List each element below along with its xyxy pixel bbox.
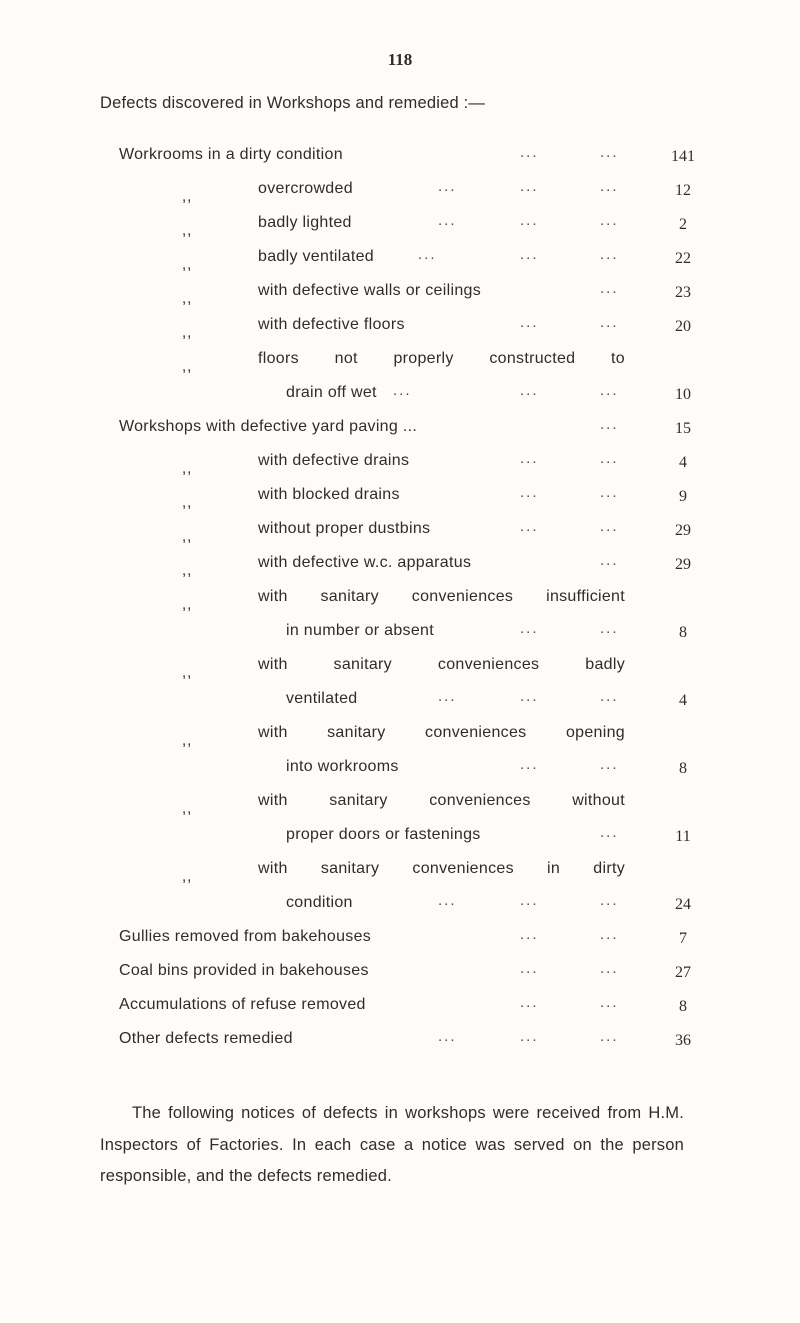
ditto-mark: ,, — [182, 494, 193, 511]
dot-leader: ... — [600, 484, 619, 501]
ditto-mark: ,, — [182, 256, 193, 273]
dot-leader: ... — [600, 688, 619, 705]
item-label: Accumulations of refuse removed — [119, 996, 366, 1013]
item-label-continued: condition — [286, 894, 353, 911]
dot-leader: ... — [600, 892, 619, 909]
item-label: Workshops with defective yard paving ... — [119, 418, 418, 435]
dot-leader: ... — [600, 960, 619, 977]
dot-leader: ... — [600, 620, 619, 637]
item-label: floors not properly constructed to — [258, 350, 625, 367]
item-label-continued: proper doors or fastenings — [286, 826, 481, 843]
item-count: 27 — [675, 964, 691, 981]
item-count: 11 — [675, 828, 691, 845]
item-label: Coal bins provided in bakehouses — [119, 962, 369, 979]
dot-leader: ... — [520, 178, 539, 195]
ditto-mark: ,, — [182, 664, 193, 681]
dot-leader: ... — [600, 994, 619, 1011]
dot-leader: ... — [520, 314, 539, 331]
dot-leader: ... — [520, 518, 539, 535]
dot-leader: ... — [600, 280, 619, 297]
item-count: 36 — [675, 1032, 691, 1049]
item-label: with defective walls or ceilings — [258, 282, 482, 299]
dot-leader: ... — [520, 484, 539, 501]
dot-leader: ... — [600, 552, 619, 569]
item-count: 4 — [679, 454, 687, 471]
dot-leader: ... — [520, 620, 539, 637]
page-number: 118 — [387, 50, 413, 69]
dot-leader: ... — [520, 382, 539, 399]
dot-leader: ... — [600, 382, 619, 399]
dot-leader: ... — [418, 246, 437, 263]
item-count: 22 — [675, 250, 691, 267]
dot-leader: ... — [600, 178, 619, 195]
ditto-mark: ,, — [182, 528, 193, 545]
dot-leader: ... — [520, 892, 539, 909]
dot-leader: ... — [600, 926, 619, 943]
item-label: with defective floors — [258, 316, 405, 333]
item-count: 15 — [675, 420, 691, 437]
section-heading: Defects discovered in Workshops and remedied :— — [100, 94, 486, 112]
ditto-mark: ,, — [182, 460, 193, 477]
dot-leader: ... — [520, 1028, 539, 1045]
dot-leader: ... — [600, 1028, 619, 1045]
item-label: Gullies removed from bakehouses — [119, 928, 372, 945]
ditto-mark: ,, — [182, 732, 193, 749]
item-count: 2 — [679, 216, 687, 233]
dot-leader: ... — [438, 892, 457, 909]
item-label: overcrowded — [258, 180, 353, 197]
dot-leader: ... — [438, 1028, 457, 1045]
item-count: 7 — [679, 930, 687, 947]
item-label: with defective w.c. apparatus — [258, 554, 472, 571]
dot-leader: ... — [438, 212, 457, 229]
item-count: 8 — [679, 998, 687, 1015]
item-count: 12 — [675, 182, 691, 199]
item-label: badly lighted — [258, 214, 352, 231]
ditto-mark: ,, — [182, 596, 193, 613]
item-label: with sanitary conveniences in dirty — [258, 860, 625, 877]
dot-leader: ... — [393, 382, 412, 399]
item-count: 4 — [679, 692, 687, 709]
dot-leader: ... — [520, 756, 539, 773]
item-label: with sanitary conveniences without — [258, 792, 625, 809]
item-label: with sanitary conveniences insufficient — [258, 588, 625, 605]
item-label: Other defects remedied — [119, 1030, 293, 1047]
item-label-continued: into workrooms — [286, 758, 399, 775]
item-count: 23 — [675, 284, 691, 301]
item-label: with blocked drains — [258, 486, 400, 503]
dot-leader: ... — [600, 756, 619, 773]
dot-leader: ... — [600, 246, 619, 263]
dot-leader: ... — [600, 144, 619, 161]
item-count: 24 — [675, 896, 691, 913]
ditto-mark: ,, — [182, 324, 193, 341]
item-count: 29 — [675, 522, 691, 539]
dot-leader: ... — [520, 246, 539, 263]
item-label-continued: ventilated — [286, 690, 358, 707]
item-count: 9 — [679, 488, 687, 505]
dot-leader: ... — [600, 450, 619, 467]
item-label: Workrooms in a dirty condition — [119, 146, 343, 163]
ditto-mark: ,, — [182, 800, 193, 817]
item-label-continued: drain off wet — [286, 384, 377, 401]
dot-leader: ... — [600, 518, 619, 535]
item-label: without proper dustbins — [258, 520, 431, 537]
dot-leader: ... — [520, 144, 539, 161]
ditto-mark: ,, — [182, 868, 193, 885]
dot-leader: ... — [438, 688, 457, 705]
dot-leader: ... — [520, 212, 539, 229]
ditto-mark: ,, — [182, 562, 193, 579]
item-label: with sanitary conveniences badly — [258, 656, 625, 673]
item-count: 141 — [671, 148, 695, 165]
item-count: 8 — [679, 760, 687, 777]
dot-leader: ... — [520, 450, 539, 467]
dot-leader: ... — [520, 926, 539, 943]
dot-leader: ... — [600, 212, 619, 229]
dot-leader: ... — [600, 416, 619, 433]
ditto-mark: ,, — [182, 358, 193, 375]
item-count: 29 — [675, 556, 691, 573]
dot-leader: ... — [600, 314, 619, 331]
item-label-continued: in number or absent — [286, 622, 435, 639]
item-count: 20 — [675, 318, 691, 335]
item-count: 10 — [675, 386, 691, 403]
item-count: 8 — [679, 624, 687, 641]
ditto-mark: ,, — [182, 222, 193, 239]
dot-leader: ... — [600, 824, 619, 841]
notice-paragraph: The following notices of defects in workshops were received from H.M. Inspectors of Factories. In each case a notice was served on the person responsible, and the defects remedied. — [100, 1104, 684, 1185]
dot-leader: ... — [438, 178, 457, 195]
dot-leader: ... — [520, 994, 539, 1011]
item-label: with defective drains — [258, 452, 410, 469]
dot-leader: ... — [520, 688, 539, 705]
item-label: with sanitary conveniences opening — [258, 724, 625, 741]
item-label: badly ventilated — [258, 248, 374, 265]
ditto-mark: ,, — [182, 290, 193, 307]
dot-leader: ... — [520, 960, 539, 977]
ditto-mark: ,, — [182, 188, 193, 205]
